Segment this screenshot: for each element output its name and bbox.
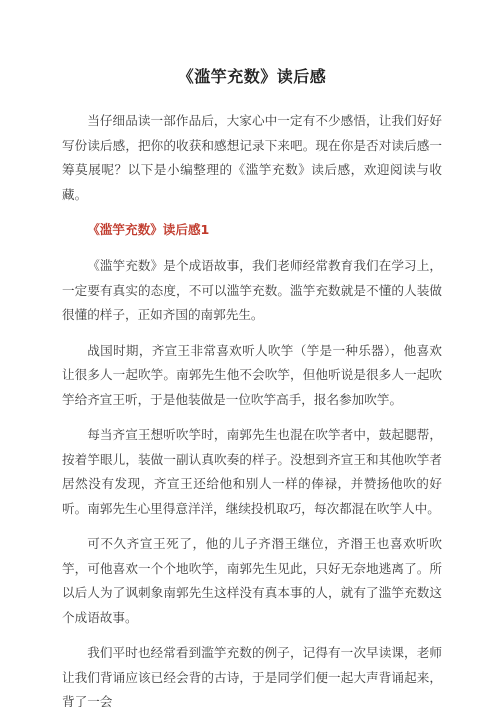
section-title: 《滥竽充数》读后感1	[87, 222, 210, 237]
intro-paragraph: 当仔细品读一部作品后，大家心中一定有不少感悟，让我们好好写份读后感，把你的收获和感想记录下来吧。现在你是否对读后感一筹莫展呢？以下是小编整理的《滥竽充数》读后感，欢迎阅读与收藏。	[62, 113, 442, 202]
body-paragraph-3: 每当齐宣王想听吹竽时，南郭先生也混在吹竽者中，鼓起腮帮，按着竽眼儿，装做一副认真吹奏的样子。没想到齐宣王和其他吹竽者居然没有发现，齐宣王还给他和别人一样的俸禄，并赞扬他吹的好听。南郭先生心里得意洋洋，继续投机取巧，每次都混在吹竽人中。	[62, 427, 442, 516]
body-paragraph-4: 可不久齐宣王死了，他的儿子齐湣王继位，齐湣王也喜欢听吹竽，可他喜欢一个个地吹竽，南郭先生见此，只好无奈地逃离了。所以后人为了讽刺象南郭先生这样没有真本事的人，就有了滥竽充数这个成语故事。	[62, 536, 442, 625]
document-title: 《滥竽充数》读后感	[177, 67, 327, 86]
body-paragraph-5: 我们平时也经常看到滥竽充数的例子，记得有一次早读课，老师让我们背诵应该已经会背的古诗，于是同学们便一起大声背诵起来，背了一会	[62, 645, 442, 709]
body-paragraph-1: 《滥竽充数》是个成语故事，我们老师经常教育我们在学习上，一定要有真实的态度，不可以滥竽充数。滥竽充数就是不懂的人装做很懂的样子，正如齐国的南郭先生。	[62, 258, 442, 322]
body-paragraph-2: 战国时期，齐宣王非常喜欢听人吹竽（竽是一种乐器），他喜欢让很多人一起吹竽。南郭先生他不会吹竽，但他听说是很多人一起吹竽给齐宣王听，于是他装做是一位吹竽高手，报名参加吹竽。	[62, 342, 442, 407]
